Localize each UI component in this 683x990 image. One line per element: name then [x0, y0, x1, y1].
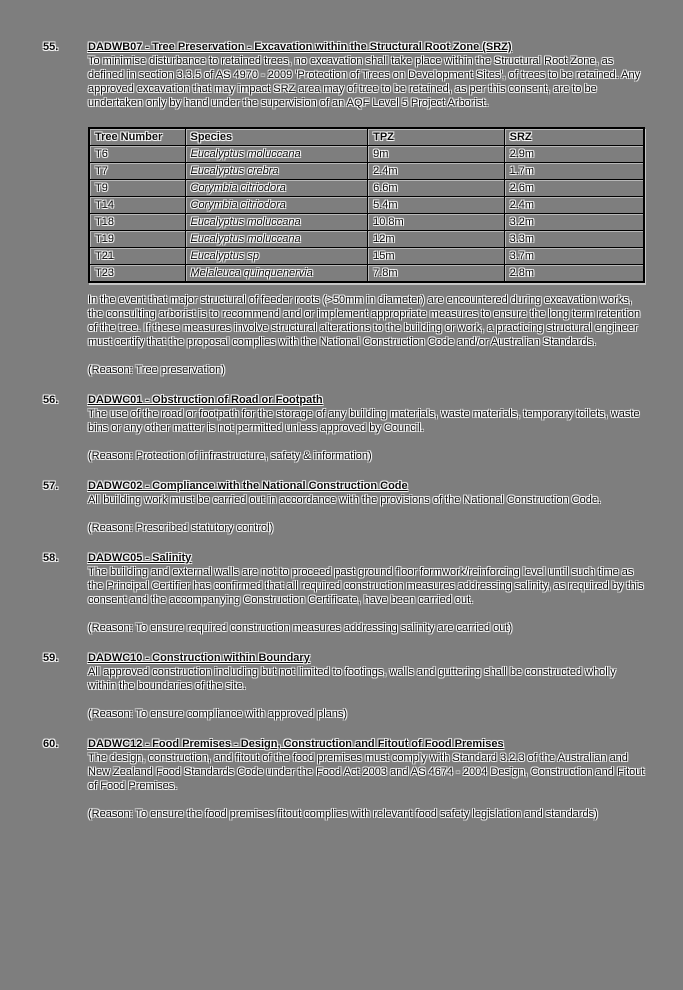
- condition-content: [88, 40, 645, 377]
- condition-56: [43, 393, 645, 463]
- cell-species: Eucalyptus sp: [185, 248, 368, 265]
- condition-content: [88, 551, 645, 635]
- cell-srz: 2.8m: [504, 265, 644, 283]
- condition-body: The building and external walls are not to proceed past ground floor formwork/reinforcing level until such time as the Principal Certifier has confirmed that all required construction measures addressing salinity, as required by this consent and the accompanying Construction Certificate, have been carried out.: [88, 566, 644, 606]
- condition-heading: DADWC02 - Compliance with the National Construction Code: [88, 480, 408, 492]
- cell-tpz: 6.6m: [368, 180, 505, 197]
- cell-tpz: 15m: [368, 248, 505, 265]
- condition-body: All building work must be carried out in accordance with the provisions of the National Construction Code.: [88, 494, 601, 506]
- cell-tree-number: T14: [89, 197, 185, 214]
- condition-number: 56.: [43, 394, 59, 406]
- table-row: [89, 197, 644, 214]
- condition-reason: (Reason: To ensure the food premises fitout complies with relevant food safety legislation and standards): [88, 808, 598, 820]
- cell-tpz: 7.8m: [368, 265, 505, 283]
- condition-reason: (Reason: To ensure compliance with approved plans): [88, 708, 348, 720]
- table-row: [89, 231, 644, 248]
- column-header-srz: SRZ: [504, 128, 644, 146]
- cell-species: Eucalyptus moluccana: [185, 146, 368, 163]
- cell-srz: 2.4m: [504, 197, 644, 214]
- condition-reason: (Reason: To ensure required construction measures addressing salinity are carried out): [88, 622, 513, 634]
- condition-body: To minimise disturbance to retained trees, no excavation shall take place within the Structural Root Zone, as defined in section 3.3.5 of AS 4970 - 2009 'Protection of Trees on Development Sites', of trees to be retained. Any approved excavation that may impact SRZ area may of tree to be retained, as per this consent, are to be undertaken only by hand under the supervision of an AQF Level 5 Project Arborist.: [88, 55, 641, 109]
- cell-tree-number: T9: [89, 180, 185, 197]
- cell-species: Eucalyptus crebra: [185, 163, 368, 180]
- cell-species: Eucalyptus moluccana: [185, 231, 368, 248]
- cell-tree-number: T19: [89, 231, 185, 248]
- cell-species: Corymbia citriodora: [185, 197, 368, 214]
- cell-srz: 2.9m: [504, 146, 644, 163]
- condition-heading: DADWC10 - Construction within Boundary: [88, 652, 310, 664]
- cell-tpz: 10.8m: [368, 214, 505, 231]
- table-row: [89, 248, 644, 265]
- condition-content: [88, 651, 645, 721]
- cell-srz: 1.7m: [504, 163, 644, 180]
- cell-srz: 3.2m: [504, 214, 644, 231]
- condition-60: [43, 737, 645, 821]
- condition-58: [43, 551, 645, 635]
- cell-tpz: 12m: [368, 231, 505, 248]
- column-header-species: Species: [185, 128, 368, 146]
- condition-number: 58.: [43, 552, 59, 564]
- cell-species: Eucalyptus moluccana: [185, 214, 368, 231]
- condition-57: [43, 479, 645, 535]
- table-row: [89, 146, 644, 163]
- cell-species: Corymbia citriodora: [185, 180, 368, 197]
- cell-tree-number: T21: [89, 248, 185, 265]
- cell-tree-number: T6: [89, 146, 185, 163]
- condition-number: 59.: [43, 652, 59, 664]
- condition-content: [88, 393, 645, 463]
- condition-55: [43, 40, 645, 377]
- condition-59: [43, 651, 645, 721]
- condition-reason: (Reason: Prescribed statutory control): [88, 522, 274, 534]
- cell-tpz: 9m: [368, 146, 505, 163]
- table-row: [89, 265, 644, 283]
- condition-body: All approved construction including but not limited to footings, walls and guttering shall be constructed wholly within the boundaries of the site.: [88, 666, 616, 692]
- cell-srz: 3.3m: [504, 231, 644, 248]
- cell-srz: 2.6m: [504, 180, 644, 197]
- condition-heading: DADWC12 - Food Premises - Design, Construction and Fitout of Food Premises: [88, 738, 504, 750]
- condition-heading: DADWC05 - Salinity: [88, 552, 192, 564]
- condition-body: The use of the road or footpath for the storage of any building materials, waste materials, temporary toilets, waste bins or any other matter is not permitted unless approved by Council.: [88, 408, 640, 434]
- cell-tpz: 5.4m: [368, 197, 505, 214]
- cell-srz: 3.7m: [504, 248, 644, 265]
- condition-body-continued: In the event that major structural of feeder roots (>50mm in diameter) are encountered during excavation works, the consulting arborist is to recommend and or implement appropriate measures to ensure the long term retention of the tree. If these measures involve structural alterations to the building or work, a practicing structural engineer must certify that the proposal complies with the National Construction Code and/or Australian Standards.: [88, 294, 641, 348]
- condition-body: The design, construction, and fitout of the food premises must comply with Standard 3.2.3 of the Australian and New Zealand Food Standards Code under the Food Act 2003 and AS 4674 - 2004 Design, Construction and Fitout of Food Premises.: [88, 752, 645, 792]
- column-header-tpz: TPZ: [368, 128, 505, 146]
- cell-species: Melaleuca quinquenervia: [185, 265, 368, 283]
- condition-reason: (Reason: Tree preservation): [88, 364, 225, 376]
- condition-reason: (Reason: Protection of infrastructure, safety & information): [88, 450, 372, 462]
- table-row: [89, 214, 644, 231]
- condition-content: [88, 479, 645, 535]
- condition-number: 55.: [43, 41, 59, 53]
- cell-tree-number: T23: [89, 265, 185, 283]
- table-row: [89, 163, 644, 180]
- table-header-row: [89, 128, 644, 146]
- cell-tpz: 2.4m: [368, 163, 505, 180]
- column-header-tree-number: Tree Number: [89, 128, 185, 146]
- condition-number: 57.: [43, 480, 59, 492]
- cell-tree-number: T18: [89, 214, 185, 231]
- condition-number: 60.: [43, 738, 59, 750]
- condition-content: [88, 737, 645, 821]
- table-row: [89, 180, 644, 197]
- tree-protection-table: [88, 127, 645, 283]
- cell-tree-number: T7: [89, 163, 185, 180]
- condition-heading: DADWB07 - Tree Preservation - Excavation within the Structural Root Zone (SRZ): [88, 41, 512, 53]
- condition-heading: DADWC01 - Obstruction of Road or Footpath: [88, 394, 323, 406]
